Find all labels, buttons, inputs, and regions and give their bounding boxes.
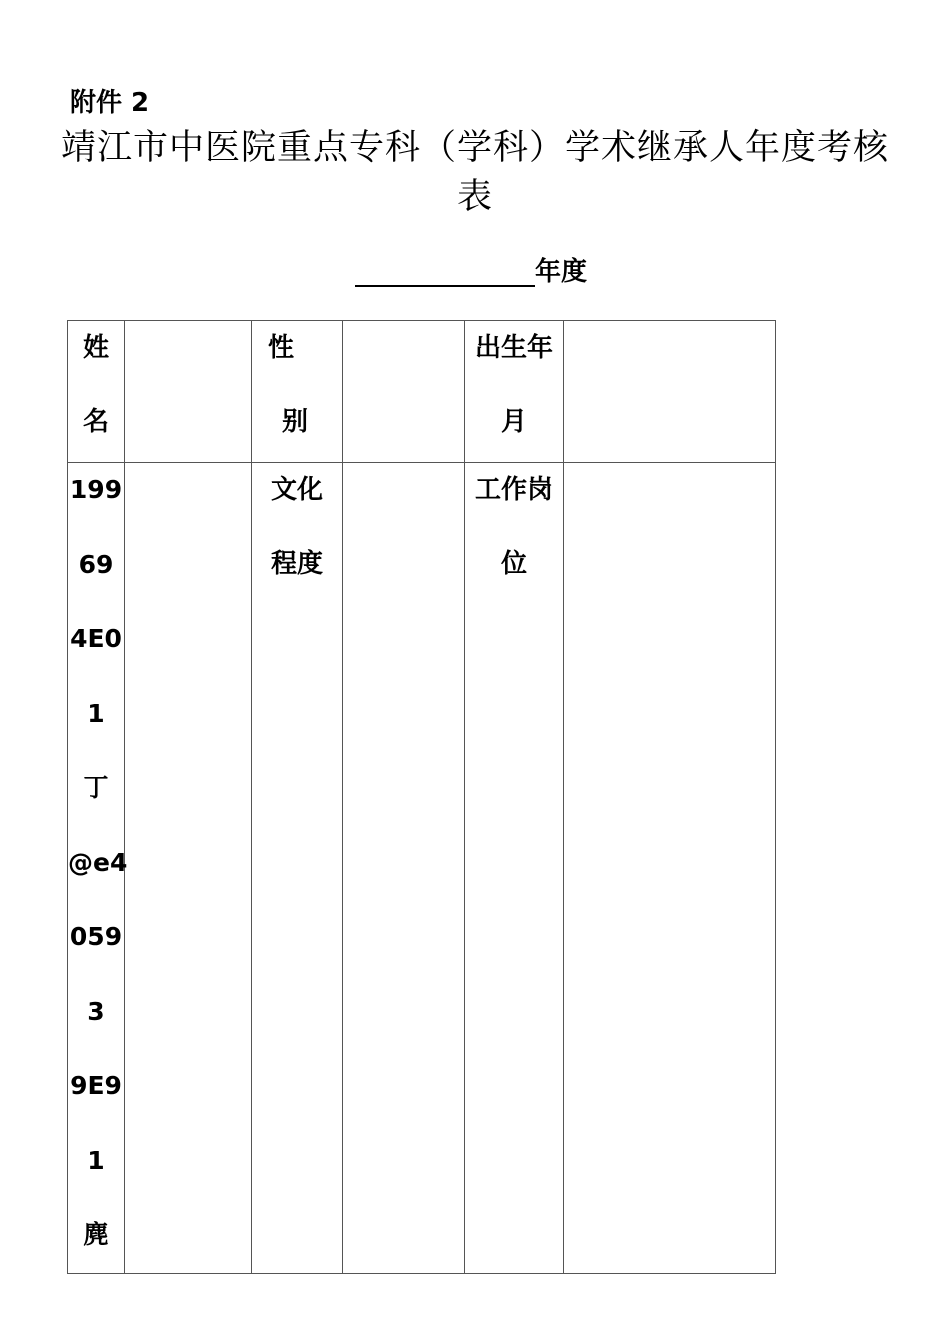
birth-label-cell: [465, 321, 564, 463]
gender-label-cell: [252, 321, 343, 463]
gender-label-line1: 性: [268, 333, 295, 363]
year-suffix-label: 年度: [535, 257, 588, 287]
gender-value-cell[interactable]: [343, 321, 465, 463]
birth-label-line1: 出生年: [474, 333, 553, 363]
birth-value-cell[interactable]: [564, 321, 776, 463]
attachment-label: 附件 2: [70, 88, 150, 118]
position-label-line1: 工作岗: [474, 475, 553, 505]
left-label-line: 3: [87, 996, 105, 1026]
left-label-line: 1: [87, 1145, 105, 1175]
left-label-line: 9E9: [70, 1071, 122, 1100]
assessment-form-table: [67, 320, 776, 1274]
position-label-line2: 位: [500, 549, 527, 579]
year-field: [355, 255, 587, 287]
left-label-line: 69: [78, 549, 114, 579]
left-label-line: 丁: [83, 773, 109, 802]
education-label-cell: [252, 463, 343, 1274]
table-row: [68, 463, 776, 1274]
left-label-line: 059: [69, 922, 123, 951]
table-row: [68, 321, 776, 463]
name-label-cell: [68, 321, 125, 463]
page-title: 靖江市中医院重点专科（学科）学术继承人年度考核表: [60, 128, 889, 217]
name-label-line1: 姓: [82, 333, 109, 363]
birth-label-line2: 月: [500, 407, 527, 437]
left-label-line: 麂: [83, 1220, 109, 1249]
name-label-line2: 名: [82, 407, 109, 437]
left-label-line: @e4: [68, 847, 128, 877]
left-value-cell[interactable]: [125, 463, 252, 1274]
left-label-line: 1: [87, 698, 105, 728]
position-label-cell: [465, 463, 564, 1274]
name-value-cell[interactable]: [125, 321, 252, 463]
education-label-line1: 文化: [270, 475, 323, 505]
left-label-line: 4E0: [70, 624, 122, 653]
left-label-stack: [68, 453, 128, 1273]
position-value-cell[interactable]: [564, 463, 776, 1274]
year-blank-line[interactable]: [355, 255, 535, 287]
left-label-line: 199: [69, 475, 123, 504]
gender-label-line2: 别: [282, 407, 309, 437]
education-label-line2: 程度: [270, 549, 323, 579]
left-label-cell: [68, 463, 128, 1274]
education-value-cell[interactable]: [343, 463, 465, 1274]
